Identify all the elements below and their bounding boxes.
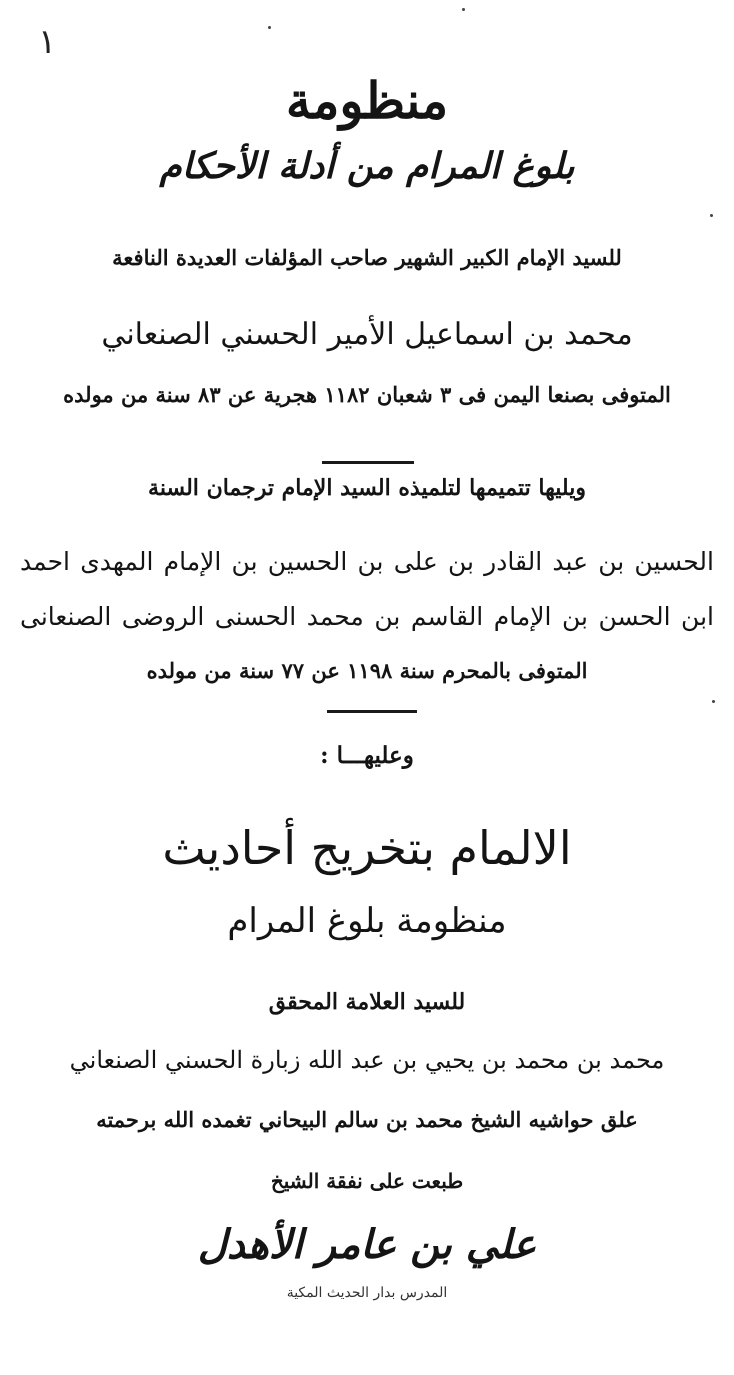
second-title: الالمام بتخريج أحاديث (162, 821, 572, 875)
author-death-note: المتوفى بصنعا اليمن فى ٣ شعبان ١١٨٢ هجرية عن ٨٣ سنة من مولده (63, 382, 671, 407)
sponsor-signature: علي بن عامر الأهدل (197, 1221, 537, 1268)
scan-speck (712, 700, 715, 703)
section-divider (322, 461, 414, 464)
scan-speck (462, 8, 465, 11)
supplement-name-line-1: الحسين بن عبد القادر بن على بن الحسين بن الإمام المهدى احمد (20, 547, 714, 576)
second-author-intro: للسيد العلامة المحقق (268, 989, 466, 1015)
section-divider (327, 710, 417, 713)
scan-speck (268, 26, 271, 29)
printed-at-expense: طبعت على نفقة الشيخ (270, 1169, 464, 1193)
also-label: وعليهـــا : (320, 742, 414, 769)
sponsor-caption: المدرس بدار الحديث المكية (286, 1285, 448, 1301)
supplement-intro: ويليها تتميمها لتلميذه السيد الإمام ترجمان السنة (148, 475, 586, 501)
second-subtitle: منظومة بلوغ المرام (227, 901, 507, 941)
supplement-death-note: المتوفى بالمحرم سنة ١١٩٨ عن ٧٧ سنة من مولده (146, 658, 588, 683)
scan-speck (710, 214, 713, 217)
book-subtitle: بلوغ المرام من أدلة الأحكام (159, 145, 575, 187)
author-name: محمد بن اسماعيل الأمير الحسني الصنعاني (101, 317, 633, 352)
page-number: ١ (38, 22, 57, 62)
second-author-name: محمد بن محمد بن يحيي بن عبد الله زبارة الحسني الصنعاني (69, 1046, 665, 1074)
book-title: منظومة (285, 71, 449, 130)
supplement-name-line-2: ابن الحسن بن الإمام القاسم بن محمد الحسنى الروضى الصنعانى (20, 602, 714, 631)
author-intro: للسيد الإمام الكبير الشهير صاحب المؤلفات العديدة النافعة (112, 245, 622, 270)
annotations-note: علق حواشيه الشيخ محمد بن سالم البيحاني تغمده الله برحمته (96, 1107, 638, 1132)
